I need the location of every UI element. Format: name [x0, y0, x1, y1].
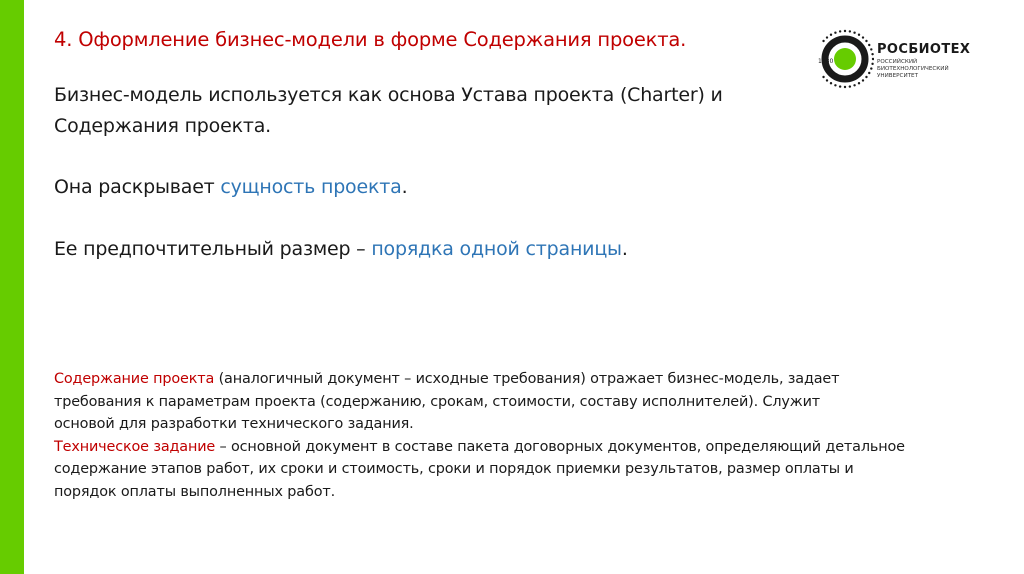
logo-dot	[871, 53, 873, 55]
logo-year: 1930	[818, 58, 834, 65]
logo-dot	[822, 76, 824, 78]
text: Ее предпочтительный размер –	[54, 238, 372, 260]
logo-name: РОСБИОТЕХ	[877, 42, 971, 57]
logo-dot	[870, 67, 872, 69]
logo-dot	[839, 30, 841, 32]
text: .	[401, 176, 408, 198]
logo-dot	[822, 40, 824, 42]
logo-dot	[853, 84, 855, 86]
note-line: требования к параметрам проекта (содержанию, срокам, стоимости, составу исполнителей). Служит	[54, 393, 821, 410]
paragraph-essence	[54, 172, 407, 203]
note-line: содержание этапов работ, их сроки и стоимость, сроки и порядок приемки результатов, размер оплаты и	[54, 461, 854, 477]
highlight-text: порядка одной страницы	[371, 238, 622, 260]
logo-dot	[844, 86, 846, 88]
left-accent-bar	[0, 0, 24, 574]
slide-title: 4. Оформление бизнес-модели в форме Содержания проекта.	[54, 28, 687, 51]
logo-subtitle	[877, 59, 949, 80]
logo-dot	[844, 30, 846, 32]
logo-dot	[862, 36, 864, 38]
logo-emblem-icon	[814, 28, 874, 90]
paragraph-business-model	[54, 80, 723, 142]
text: .	[621, 238, 628, 260]
text: – основной документ в составе пакета договорных документов, определяющий детальное	[215, 438, 905, 455]
logo-dot	[858, 82, 860, 84]
definitions-note	[54, 368, 1004, 503]
logo-dot	[868, 72, 870, 74]
university-logo	[814, 28, 994, 90]
logo-dot	[826, 79, 828, 81]
logo-dot	[865, 40, 867, 42]
logo-dot	[870, 48, 872, 50]
text: Она раскрывает	[54, 176, 221, 198]
logo-dot	[872, 58, 874, 60]
logo-dot	[853, 31, 855, 33]
paragraph-line: Бизнес-модель используется как основа Устава проекта (Charter) и	[54, 84, 723, 106]
note-line	[54, 436, 1004, 459]
logo-dot	[849, 85, 851, 87]
highlight-text: сущность проекта	[220, 176, 402, 198]
logo-dot	[871, 63, 873, 65]
paragraph-line: Содержания проекта.	[54, 115, 272, 137]
logo-dot	[830, 82, 832, 84]
logo-dot	[865, 76, 867, 78]
logo-dot	[834, 31, 836, 33]
note-line: порядок оплаты выполненных работ.	[54, 483, 336, 500]
logo-sub-line: БИОТЕХНОЛОГИЧЕСКИЙ	[877, 66, 949, 72]
logo-dot	[830, 34, 832, 36]
logo-dot	[862, 79, 864, 81]
paragraph-size	[54, 234, 628, 265]
term-project-content: Содержание проекта	[54, 371, 215, 387]
logo-dot	[839, 85, 841, 87]
logo-sub-line: УНИВЕРСИТЕТ	[877, 73, 919, 79]
text: (аналогичный документ – исходные требования) отражает бизнес-модель, задает	[214, 371, 840, 387]
logo-dot	[834, 84, 836, 86]
note-line	[54, 368, 1004, 391]
logo-dot	[849, 30, 851, 32]
note-line: основой для разработки технического задания.	[54, 416, 414, 432]
logo-dot	[868, 44, 870, 46]
logo-dot	[858, 34, 860, 36]
term-technical-spec: Техническое задание	[54, 438, 216, 455]
logo-sub-line: РОССИЙСКИЙ	[877, 59, 918, 65]
logo-dot	[826, 36, 828, 38]
